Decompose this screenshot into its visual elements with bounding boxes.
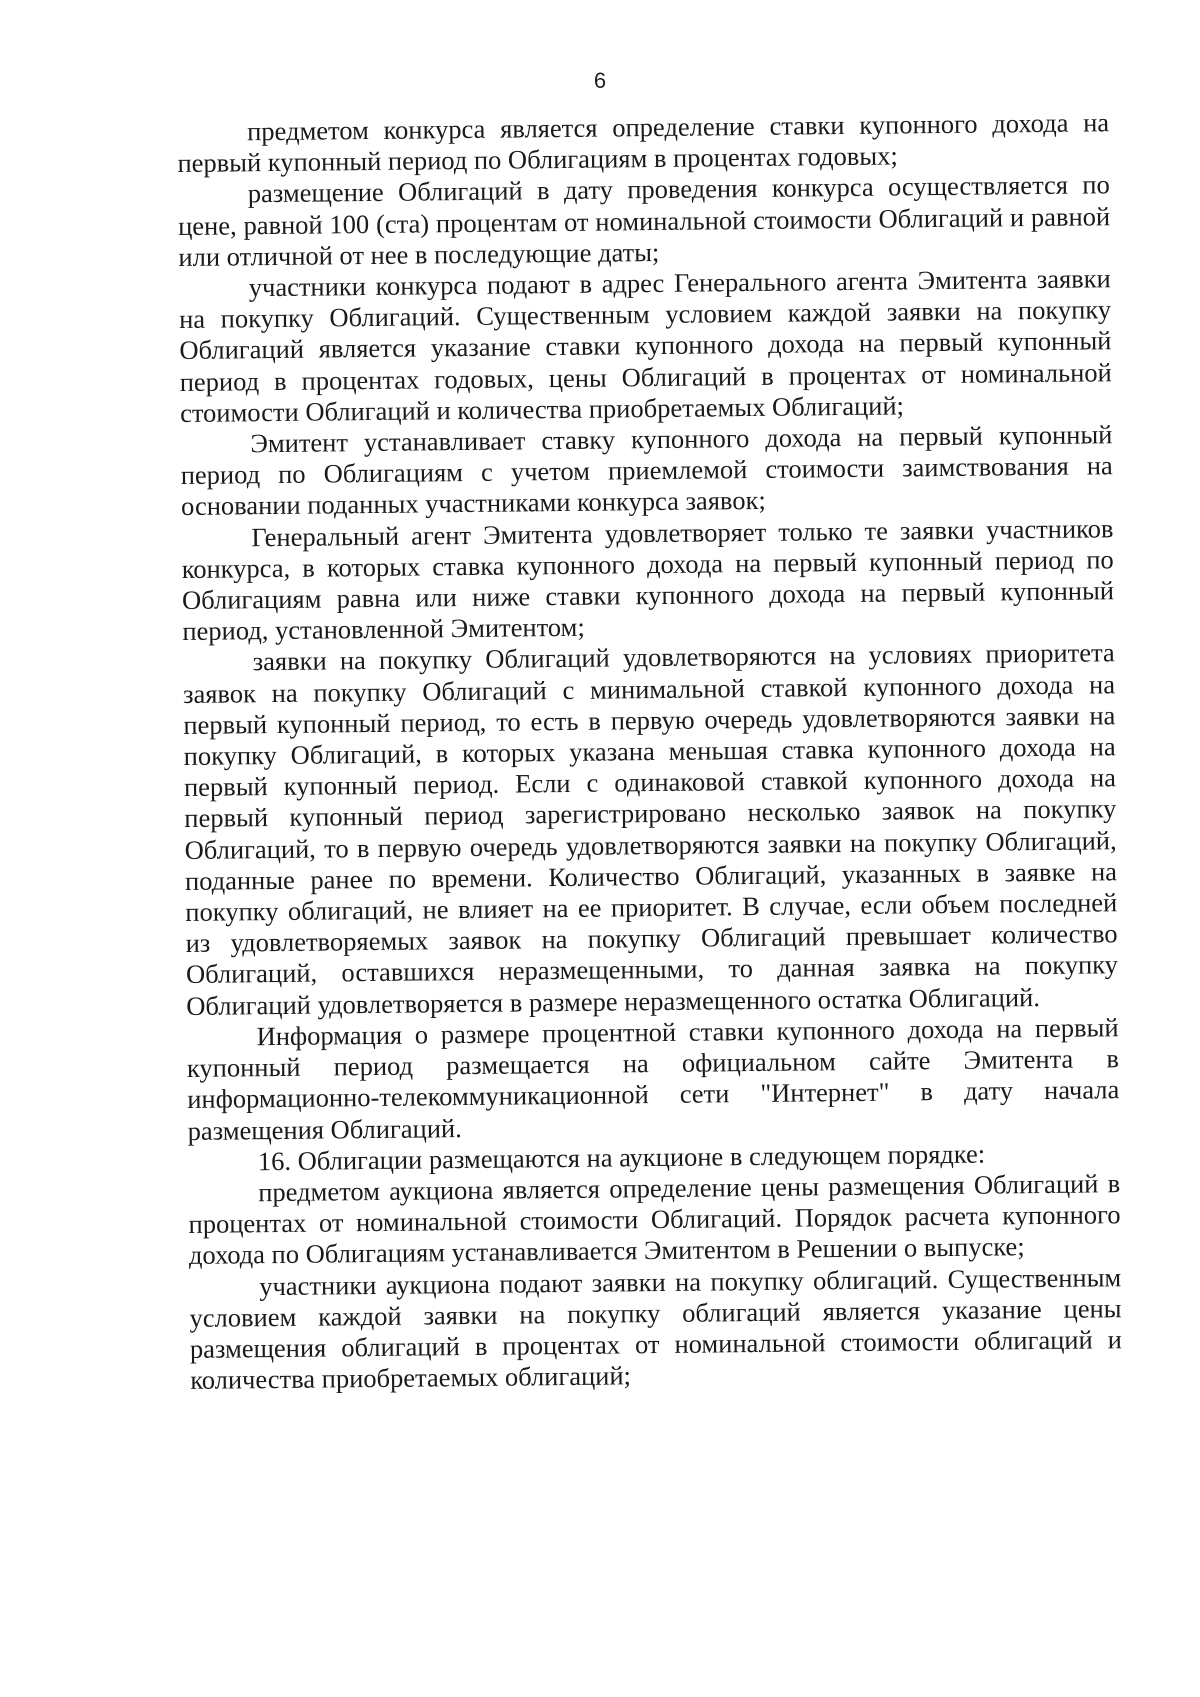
paragraph: Информация о размере процентной ставки купонного дохода на первый купонный период размещается на официальном сайте Эмитента в информационно-телекоммуникационной сети "Интернет" в дату начала размещения Облигаций.	[186, 1012, 1120, 1146]
paragraph: заявки на покупку Облигаций удовлетворяются на условиях приоритета заявок на покупку Облигаций с минимальной ставкой купонного дохода на первый купонный период, то есть в первую очередь удовлетворяются заявки на покупку Облигаций, в которых указана меньшая ставка купонного дохода на первый купонный период. Если с одинаковой ставкой купонного дохода на первый купонный период зарегистрировано несколько заявок на покупку Облигаций, то в первую очередь удовлетворяются заявки на покупку Облигаций, поданные ранее по времени. Количество Облигаций, указанных в заявке на покупку облигаций, не влияет на ее приоритет. В случае, если объем последней из удовлетворяемых заявок на покупку Облигаций превышает количество Облигаций, оставшихся неразмещенными, то данная заявка на покупку Облигаций удовлетворяется в размере неразмещенного остатка Облигаций.	[182, 637, 1119, 1021]
paragraph: предметом аукциона является определение цены размещения Облигаций в процентах от номинальной стоимости Облигаций. Порядок расчета купонного дохода по Облигациям устанавливается Эмитентом в Решении о выпуске;	[188, 1168, 1121, 1271]
section-heading-16: 16. Облигации размещаются на аукционе в следующем порядке:	[257, 1138, 986, 1176]
paragraph: Генеральный агент Эмитента удовлетворяет только те заявки участников конкурса, в которых ставка купонного дохода на первый купонный период по Облигациям равна или ниже ставки купонного дохода на первый купонный период, установленной Эмитентом;	[181, 512, 1115, 647]
paragraph: Эмитент устанавливает ставку купонного дохода на первый купонный период по Облигациям с учетом приемлемой стоимости заимствования на основании поданных участниками конкурса заявок;	[180, 419, 1113, 522]
paragraph: участники аукциона подают заявки на покупку облигаций. Существенным условием каждой заявки на покупку облигаций является указание цены размещения облигаций в процентах от номинальной стоимости облигаций и количества приобретаемых облигаций;	[189, 1261, 1123, 1396]
paragraph: участники конкурса подают в адрес Генерального агента Эмитента заявки на покупку Облигаций. Существенным условием каждой заявки на покупку Облигаций является указание ставки купонного дохода на первый купонный период в процентах годовых, цены Облигаций в процентах от номинальной стоимости Облигаций и количества приобретаемых Облигаций;	[178, 263, 1112, 428]
document-body	[177, 107, 1122, 1396]
paragraph: предметом конкурса является определение ставки купонного дохода на первый купонный период по Облигациям в процентах годовых;	[177, 107, 1110, 179]
page-number: 6	[593, 68, 607, 93]
paragraph: размещение Облигаций в дату проведения конкурса осуществляется по цене, равной 100 (ста) процентам от номинальной стоимости Облигаций и равной или отличной от нее в последующие даты;	[177, 169, 1111, 272]
